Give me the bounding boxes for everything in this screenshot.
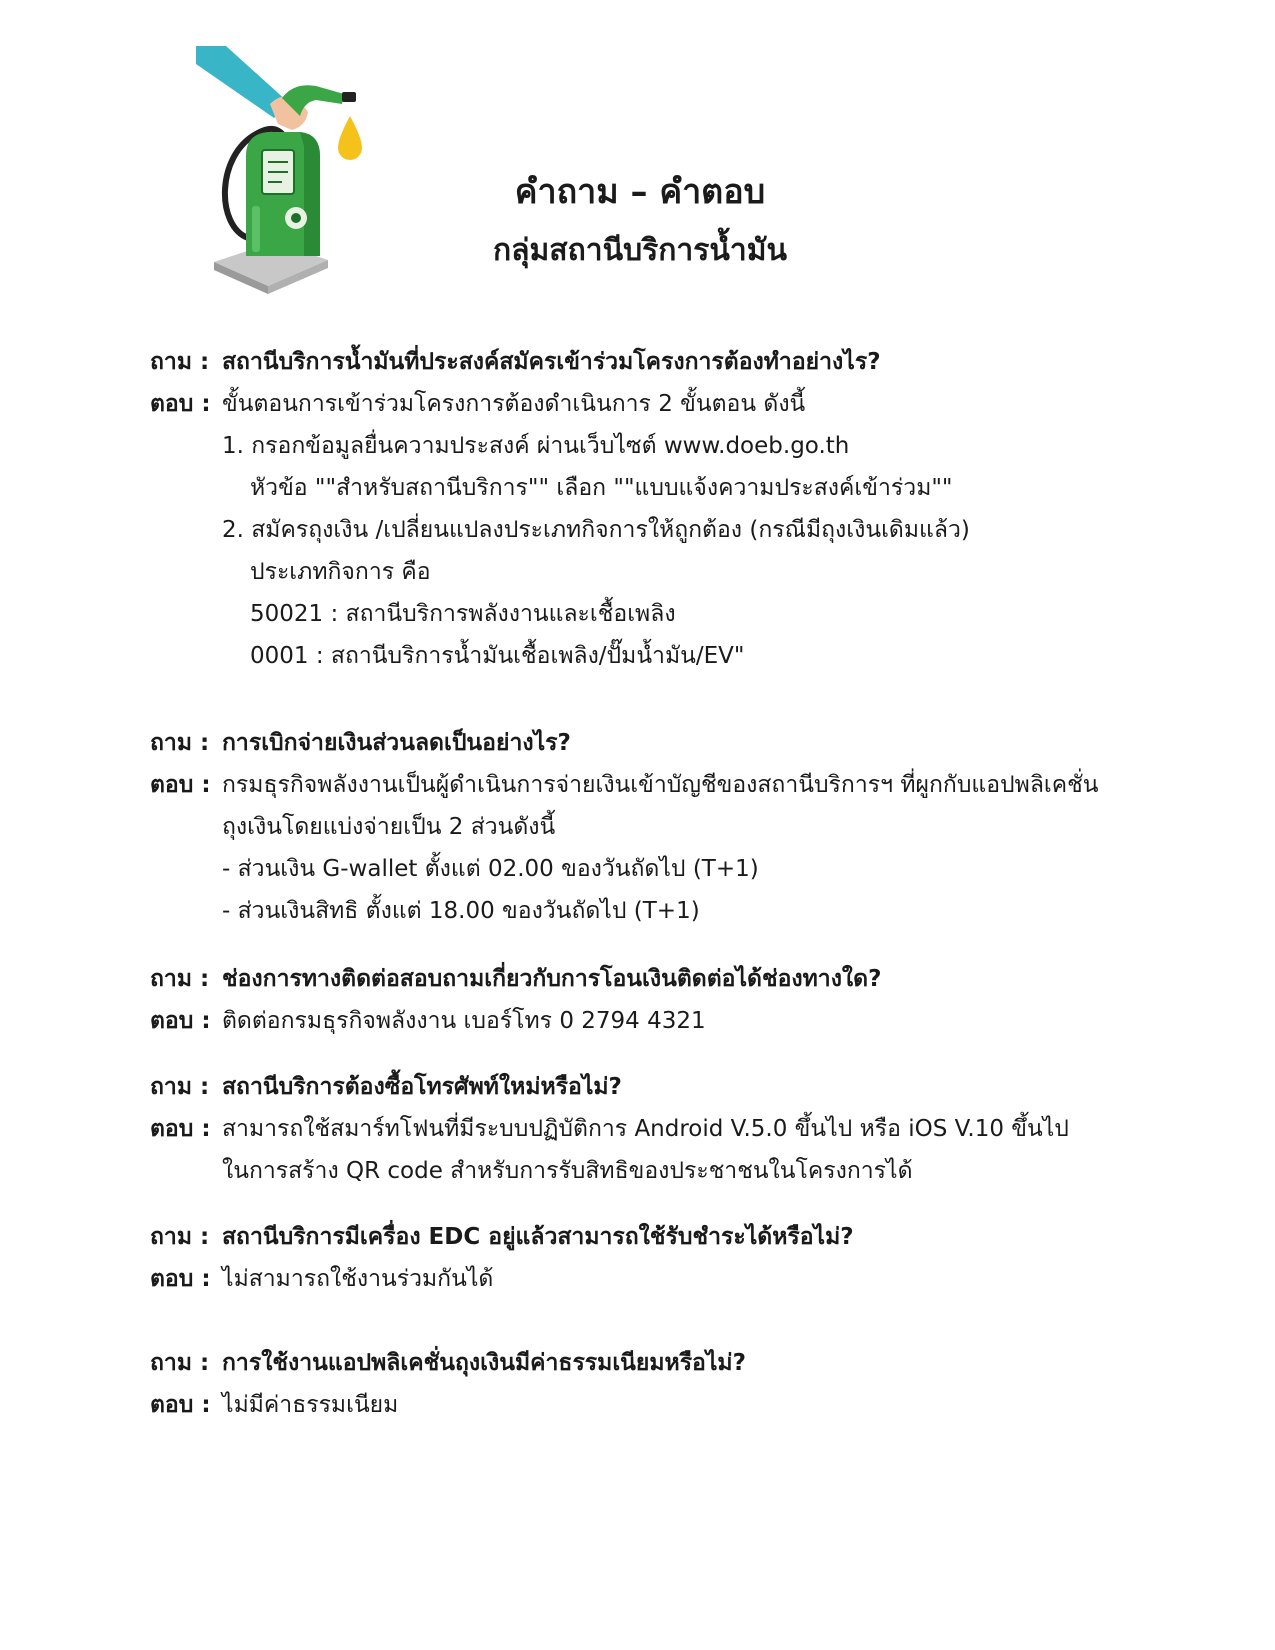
answer-line: ในการสร้าง QR code สำหรับการรับสิทธิของประชาชนในโครงการได้	[222, 1158, 913, 1184]
faq-item-3	[150, 958, 1150, 1042]
answer-step: 1. กรอกข้อมูลยื่นความประสงค์ ผ่านเว็บไซต์ www.doeb.go.th	[222, 433, 850, 459]
question-text: สถานีบริการต้องซื้อโทรศัพท์ใหม่หรือไม่?	[222, 1074, 622, 1100]
question-label: ถาม :	[150, 1350, 210, 1376]
answer-text: ไม่สามารถใช้งานร่วมกันได้	[222, 1266, 494, 1292]
faq-item-1	[150, 341, 1150, 677]
answer-line: ถุงเงินโดยแบ่งจ่ายเป็น 2 ส่วนดังนี้	[222, 814, 556, 840]
question-label: ถาม :	[150, 966, 210, 992]
page-title: คำถาม – คำตอบ	[514, 172, 766, 212]
answer-step: หัวข้อ ""สำหรับสถานีบริการ"" เลือก ""แบบแจ้งความประสงค์เข้าร่วม""	[250, 475, 953, 501]
answer-label: ตอบ :	[150, 1008, 211, 1034]
question-label: ถาม :	[150, 1074, 210, 1100]
answer-step: ประเภทกิจการ คือ	[250, 559, 431, 585]
answer-step: 2. สมัครถุงเงิน /เปลี่ยนแปลงประเภทกิจการให้ถูกต้อง (กรณีมีถุงเงินเดิมแล้ว)	[222, 517, 970, 543]
answer-line: - ส่วนเงิน G-wallet ตั้งแต่ 02.00 ของวันถัดไป (T+1)	[222, 856, 759, 882]
answer-label: ตอบ :	[150, 772, 211, 798]
question-label: ถาม :	[150, 1224, 210, 1250]
faq-item-6	[150, 1342, 1150, 1426]
answer-label: ตอบ :	[150, 1116, 211, 1142]
question-text: สถานีบริการน้ำมันที่ประสงค์สมัครเข้าร่วมโครงการต้องทำอย่างไร?	[222, 349, 881, 375]
answer-text: กรมธุรกิจพลังงานเป็นผู้ดำเนินการจ่ายเงินเข้าบัญชีของสถานีบริการฯ ที่ผูกกับแอปพลิเคชั่น	[222, 772, 1099, 798]
question-text: สถานีบริการมีเครื่อง EDC อยู่แล้วสามารถใช้รับชำระได้หรือไม่?	[222, 1224, 854, 1250]
answer-text: สามารถใช้สมาร์ทโฟนที่มีระบบปฏิบัติการ Android V.5.0 ขึ้นไป หรือ iOS V.10 ขึ้นไป	[222, 1116, 1069, 1142]
answer-step: 50021 : สถานีบริการพลังงานและเชื้อเพลิง	[250, 601, 676, 627]
question-label: ถาม :	[150, 349, 210, 375]
answer-text: ขั้นตอนการเข้าร่วมโครงการต้องดำเนินการ 2 ขั้นตอน ดังนี้	[222, 391, 806, 417]
faq-item-2	[150, 722, 1150, 932]
answer-text: ไม่มีค่าธรรมเนียม	[222, 1392, 399, 1418]
answer-line: - ส่วนเงินสิทธิ ตั้งแต่ 18.00 ของวันถัดไป (T+1)	[222, 898, 700, 924]
answer-step: 0001 : สถานีบริการน้ำมันเชื้อเพลิง/ปั๊มน้ำมัน/EV"	[250, 643, 745, 669]
question-text: การใช้งานแอปพลิเคชั่นถุงเงินมีค่าธรรมเนียมหรือไม่?	[222, 1350, 746, 1376]
answer-label: ตอบ :	[150, 1392, 211, 1418]
faq-item-4	[150, 1066, 1150, 1192]
fuel-pump-icon	[196, 46, 386, 298]
faq-item-5	[150, 1216, 1150, 1300]
page-subtitle: กลุ่มสถานีบริการน้ำมัน	[492, 233, 788, 268]
answer-label: ตอบ :	[150, 1266, 211, 1292]
question-label: ถาม :	[150, 730, 210, 756]
question-text: การเบิกจ่ายเงินส่วนลดเป็นอย่างไร?	[222, 730, 571, 756]
answer-label: ตอบ :	[150, 391, 211, 417]
question-text: ช่องการทางติดต่อสอบถามเกี่ยวกับการโอนเงินติดต่อได้ช่องทางใด?	[222, 966, 882, 992]
answer-text: ติดต่อกรมธุรกิจพลังงาน เบอร์โทร 0 2794 4321	[222, 1008, 706, 1034]
